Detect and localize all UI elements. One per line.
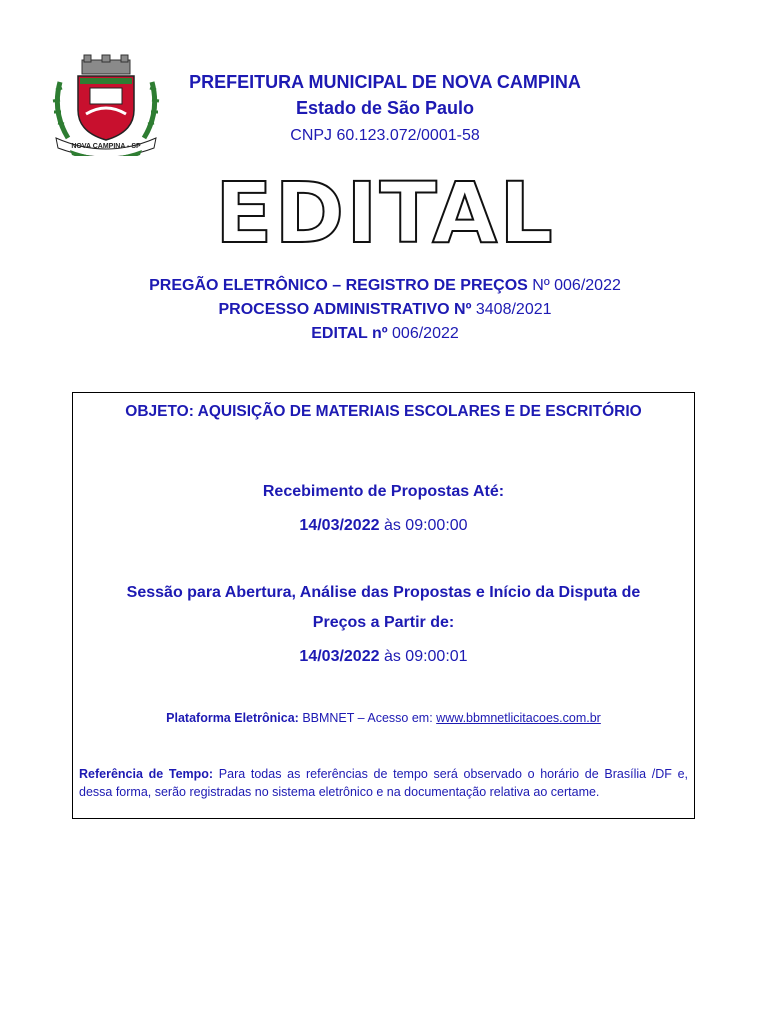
bbmnet-link[interactable]: www.bbmnetlicitacoes.com.br bbox=[436, 711, 601, 725]
ref-text: Para todas as referências de tempo será observado o horário de Brasília /DF e, dessa forma, serão registradas no sistema eletrônico e na documentação relativa ao certame. bbox=[79, 767, 689, 799]
svg-text:NOVA CAMPINA - SP: NOVA CAMPINA - SP bbox=[71, 143, 141, 150]
state-name: Estado de São Paulo bbox=[295, 98, 475, 118]
sessao-date: 14/03/2022 bbox=[299, 648, 380, 665]
ref-label: Referência de Tempo: bbox=[79, 767, 214, 781]
sessao-block bbox=[73, 578, 694, 672]
cnpj: CNPJ 60.123.072/0001-58 bbox=[290, 127, 480, 144]
edital-details-box bbox=[72, 392, 695, 819]
plataforma-text: BBMNET – Acesso em: bbox=[298, 711, 437, 725]
sessao-label-2: Preços a Partir de: bbox=[312, 614, 455, 631]
sessao-time: às 09:00:01 bbox=[379, 648, 468, 665]
receb-date: 14/03/2022 bbox=[299, 517, 380, 534]
plataforma-label: Plataforma Eletrônica: bbox=[166, 711, 299, 725]
edital-number-line: EDITAL nº 006/2022 bbox=[311, 325, 459, 342]
objeto-heading: OBJETO: AQUISIÇÃO DE MATERIAIS ESCOLARES E DE ESCRITÓRIO bbox=[125, 403, 642, 420]
sessao-label-1: Sessão para Abertura, Análise das Propostas e Início da Disputa de bbox=[126, 584, 641, 601]
processo-line: PROCESSO ADMINISTRATIVO Nº 3408/2021 bbox=[218, 301, 552, 318]
receb-label: Recebimento de Propostas Até: bbox=[262, 483, 505, 500]
receb-time: às 09:00:00 bbox=[379, 517, 468, 534]
header bbox=[150, 70, 620, 150]
municipal-seal-icon bbox=[50, 52, 162, 156]
pregao-line: PREGÃO ELETRÔNICO – REGISTRO DE PREÇOS Nº 006/2022 bbox=[149, 277, 621, 294]
edital-big-title: EDITAL bbox=[215, 172, 555, 252]
receb-block bbox=[73, 477, 694, 541]
process-info bbox=[0, 274, 770, 346]
edital-outline-title bbox=[0, 172, 770, 252]
referencia-tempo bbox=[79, 765, 688, 801]
municipality-title: PREFEITURA MUNICIPAL DE NOVA CAMPINA bbox=[189, 72, 581, 92]
plataforma-line bbox=[73, 711, 694, 725]
